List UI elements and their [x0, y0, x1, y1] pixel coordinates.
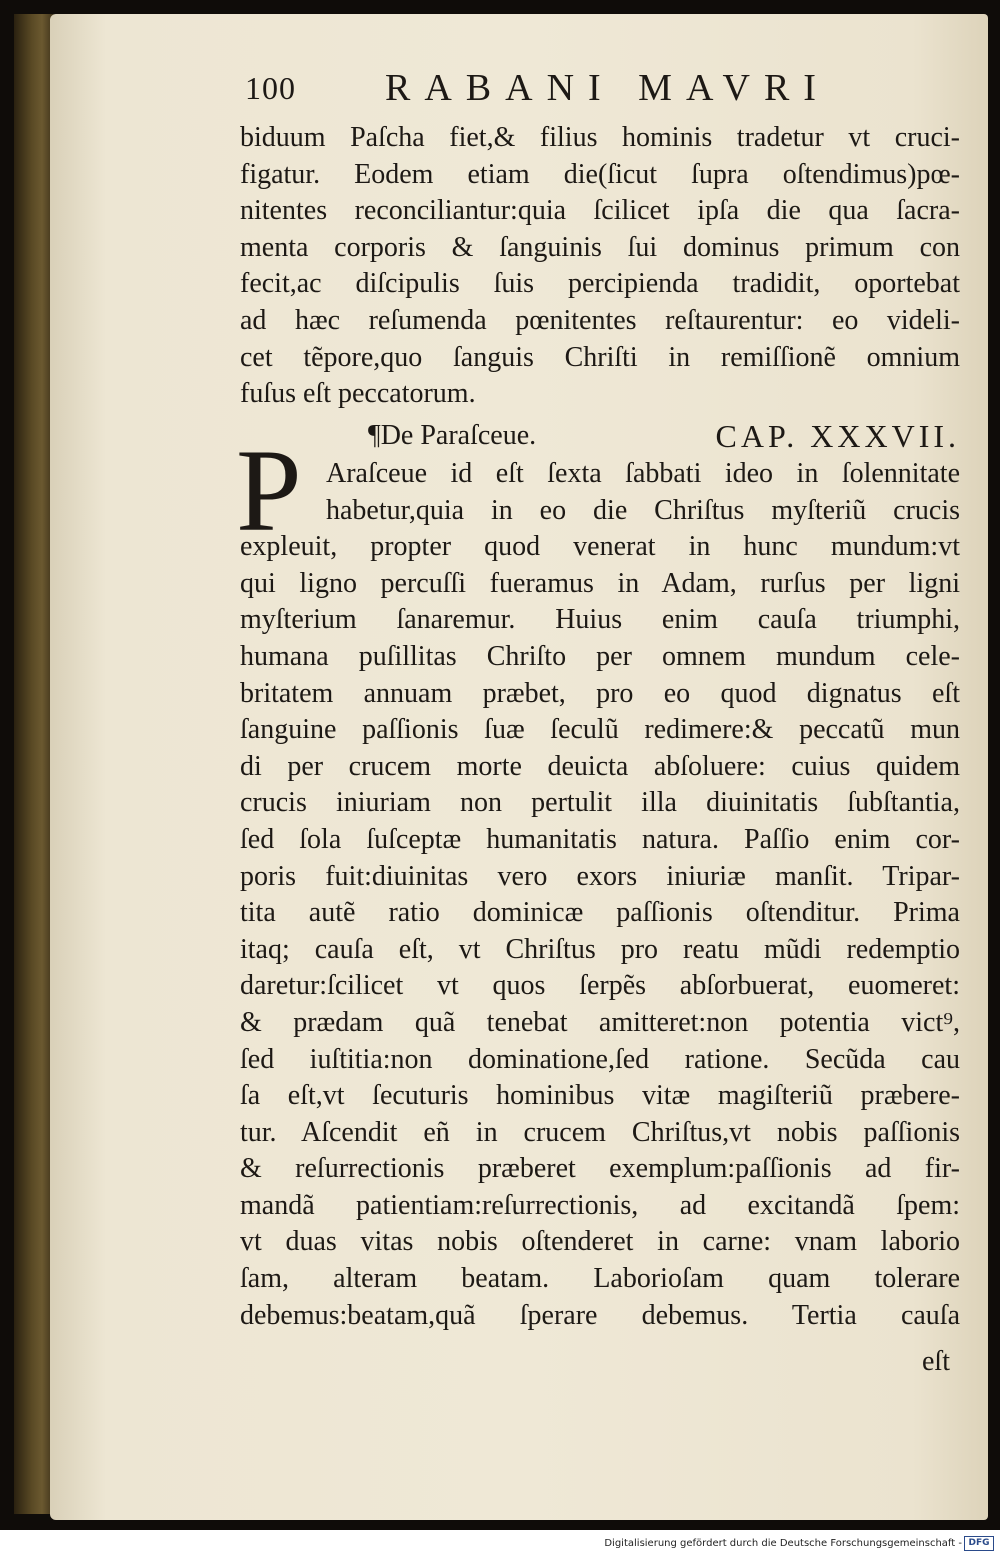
text-line: ſam, alteram beatam. Laborioſam quam tolerare — [240, 1263, 960, 1295]
text-line: expleuit, propter quod venerat in hunc mundum:vt — [240, 531, 960, 563]
catchword: eſt — [922, 1346, 950, 1377]
text-line: cet tẽpore,quo ſanguis Chriſti in remiſſionẽ omnium — [240, 341, 960, 373]
text-line: & prædam quã tenebat amitteret:non potentia vict⁹, — [240, 1006, 960, 1038]
text-line: biduum Paſcha fiet,& filius hominis tradetur vt cruci- — [240, 122, 960, 153]
text-line: daretur:ſcilicet vt quos ſerpẽs abſorbuerat, euomeret: — [240, 970, 960, 1002]
text-line: di per crucem morte deuicta abſoluere: cuius quidem — [240, 750, 960, 782]
text-line: tur. Aſcendit eñ in crucem Chriſtus,vt nobis paſſionis — [240, 1116, 960, 1148]
chapter-number: CAP. XXXVII. — [715, 418, 960, 454]
text-line: poris fuit:diuinitas vero exors iniuriæ manſit. Tripar- — [240, 860, 960, 892]
chapter-body — [240, 456, 960, 1334]
text-line: itaq; cauſa eſt, vt Chriſtus pro reatu mũdi redemptio — [240, 933, 960, 965]
text-line: humana puſillitas Chriſto per omnem mundum cele- — [240, 640, 960, 672]
text-line: ſed ſola ſuſceptæ humanitatis natura. Paſſio enim cor- — [240, 823, 960, 855]
text-line: ſa eſt,vt ſecuturis hominibus vitæ magiſteriũ præbere- — [240, 1080, 960, 1112]
chapter-title: ¶De Paraſceue. — [368, 420, 537, 451]
footer-bar — [0, 1530, 1000, 1556]
text-line: fecit,ac diſcipulis ſuis percipienda tradidit, oportebat — [240, 268, 960, 300]
text-line: vt duas vitas nobis oſtenderet in carne: vnam laborio — [240, 1226, 960, 1258]
text-line: ad hæc reſumenda pœnitentes reſtaurentur: eo videli- — [240, 304, 960, 336]
text-line: britatem annuam præbet, pro eo quod dignatus eſt — [240, 677, 960, 709]
text-line: menta corporis & ſanguinis ſui dominus primum con — [240, 231, 960, 263]
text-line: habetur,quia in eo die Chriſtus myſteriũ crucis — [326, 494, 960, 526]
preceding-text-block — [240, 120, 960, 413]
text-line: mandã patientiam:reſurrectionis, ad excitandã ſpem: — [240, 1189, 960, 1221]
book-spine — [14, 14, 54, 1514]
text-line: ſanguine paſſionis ſuæ ſeculũ redimere:& peccatũ mun — [240, 714, 960, 746]
text-line: & reſurrectionis præberet exemplum:paſſionis ad fir- — [240, 1153, 960, 1185]
text-line: tita autẽ ratio dominicæ paſſionis oſtenditur. Prima — [240, 897, 960, 929]
text-line: myſterium ſanaremur. Huius enim cauſa triumphi, — [240, 604, 960, 636]
running-head — [245, 66, 885, 110]
chapter-heading — [240, 418, 960, 458]
funding-credit: Digitalisierung gefördert durch die Deutsche Forschungsgemeinschaft - — [604, 1538, 962, 1549]
text-line: nitentes reconciliantur:quia ſcilicet ipſa die qua ſacra- — [240, 195, 960, 227]
text-line: debemus:beatam,quã ſperare debemus. Tertia cauſa — [240, 1299, 960, 1331]
drop-cap: P — [236, 425, 302, 556]
page-number: 100 — [245, 70, 296, 106]
running-title: RABANI MAVRI — [385, 67, 830, 109]
text-line: ſed iuſtitia:non dominatione,ſed ratione. Secũda cau — [240, 1043, 960, 1075]
text-line: figatur. Eodem etiam die(ſicut ſupra oſtendimus)pœ- — [240, 158, 960, 190]
dfg-logo: DFG — [964, 1536, 994, 1551]
text-line: fuſus eſt peccatorum. — [240, 378, 476, 410]
text-line: Araſceue id eſt ſexta ſabbati ideo in ſolennitate — [326, 458, 960, 489]
text-line: qui ligno percuſſi fueramus in Adam, rurſus per ligni — [240, 567, 960, 599]
text-line: crucis iniuriam non pertulit illa diuinitatis ſubſtantia, — [240, 787, 960, 819]
